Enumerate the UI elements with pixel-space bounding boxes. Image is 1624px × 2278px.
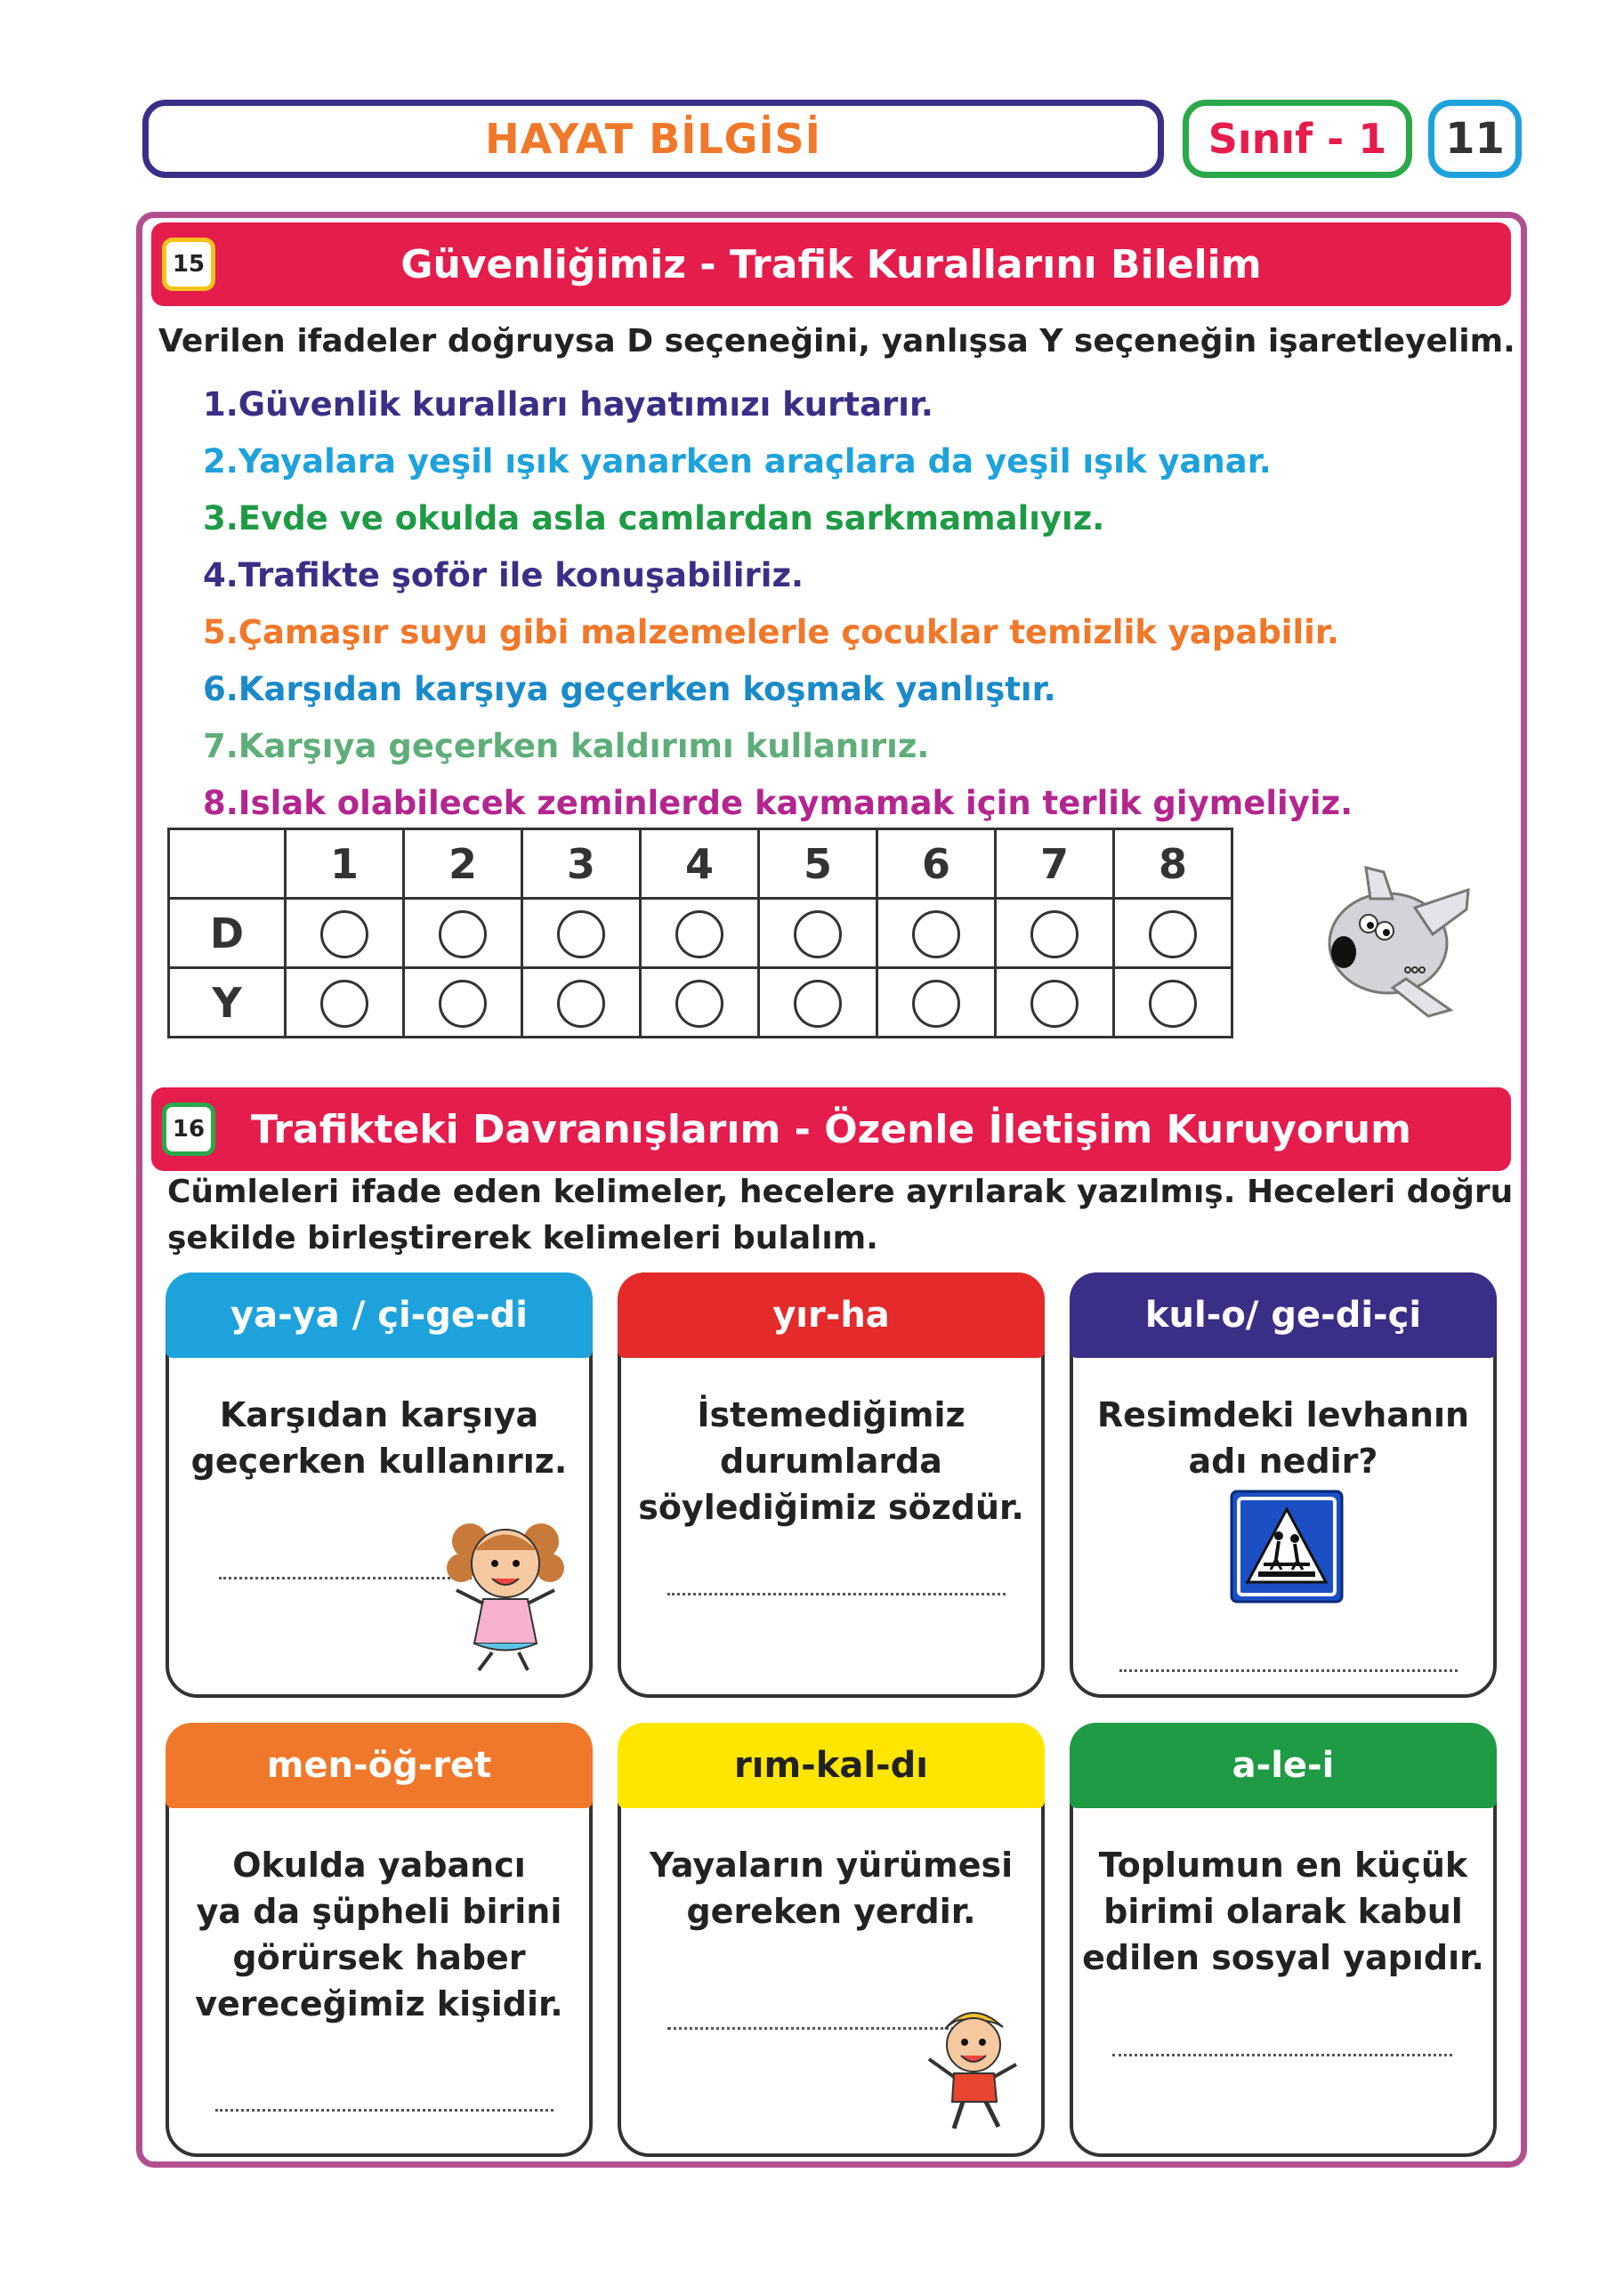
subject-title-box (142, 100, 1164, 178)
answer-circle[interactable] (675, 910, 723, 958)
answer-line[interactable] (215, 2109, 553, 2112)
column-header: 5 (759, 829, 877, 899)
answer-line[interactable] (1112, 2054, 1452, 2056)
card-syllables-tab (618, 1723, 1045, 1808)
card-clue-line: gereken yerdir. (686, 1892, 976, 1931)
grade-label: Sınıf - 1 (1208, 115, 1387, 163)
card-syllables: ya-ya / çi-ge-di (230, 1295, 528, 1336)
card-clue (1073, 1392, 1493, 1484)
section-15-title: Güvenliğimiz - Trafik Kurallarını Bilelim (400, 241, 1262, 287)
answer-circle[interactable] (794, 910, 842, 958)
answer-line[interactable] (219, 1577, 477, 1579)
airplane-mascot-icon (1317, 854, 1477, 1023)
subject-title: HAYAT BİLGİSİ (485, 115, 821, 163)
column-header: 6 (877, 829, 996, 899)
answer-circle[interactable] (912, 910, 960, 958)
table-corner-cell (169, 829, 286, 899)
pedestrian-crossing-sign-icon (1230, 1490, 1344, 1603)
word-card-1 (166, 1272, 593, 1698)
answer-circle[interactable] (912, 980, 960, 1028)
card-clue-line: ya da şüpheli birini (196, 1892, 562, 1931)
card-clue-line: Toplumun en küçük (1098, 1846, 1468, 1885)
card-syllables: kul-o/ ge-di-çi (1144, 1295, 1422, 1336)
answer-circle[interactable] (557, 980, 605, 1028)
answer-circle[interactable] (1149, 980, 1197, 1028)
statement-3: 3.Evde ve okulda asla camlardan sarkmamalıyız. (203, 499, 1105, 537)
section-16-instruction-line2: şekilde birleştirerek kelimeleri bulalım. (167, 1220, 878, 1256)
card-clue-line: görürsek haber (232, 1938, 526, 1977)
column-header: 8 (1114, 829, 1232, 899)
card-clue-line: Yayaların yürümesi (649, 1846, 1014, 1885)
word-card-3 (1070, 1272, 1497, 1698)
running-boy-cartoon-icon (918, 2002, 1025, 2136)
answer-circle[interactable] (439, 910, 487, 958)
statement-8: 8.Islak olabilecek zeminlerde kaymamak için terlik giymeliyiz. (203, 784, 1353, 822)
statement-7: 7.Karşıya geçerken kaldırımı kullanırız. (203, 727, 930, 765)
column-header: 7 (996, 829, 1114, 899)
answer-circle[interactable] (1149, 910, 1197, 958)
section-16-number: 16 (162, 1103, 215, 1156)
card-clue (169, 1392, 589, 1484)
answer-line[interactable] (667, 2027, 961, 2030)
card-syllables: men-öğ-ret (266, 1745, 492, 1786)
card-clue-line: birimi olarak kabul (1103, 1892, 1463, 1931)
card-clue (169, 1842, 589, 2027)
card-clue-line: söylediğimiz sözdür. (638, 1488, 1024, 1527)
card-syllables-tab (166, 1272, 593, 1358)
statement-4: 4.Trafikte şoför ile konuşabiliriz. (203, 556, 804, 594)
card-syllables: rım-kal-dı (734, 1745, 928, 1786)
column-header: 3 (522, 829, 641, 899)
card-clue-line: vereceğimiz kişidir. (195, 1984, 563, 2024)
page-number: 11 (1445, 114, 1505, 164)
word-card-4 (166, 1723, 593, 2157)
column-header: 2 (404, 829, 522, 899)
word-card-6 (1070, 1723, 1497, 2157)
card-syllables: a-le-i (1232, 1745, 1335, 1786)
card-clue (621, 1392, 1041, 1531)
girl-cartoon-icon (443, 1515, 568, 1675)
card-clue-line: edilen sosyal yapıdır. (1082, 1938, 1484, 1977)
answer-line[interactable] (667, 1593, 1006, 1595)
card-syllables-tab (1070, 1723, 1497, 1808)
statement-5: 5.Çamaşır suyu gibi malzemelerle çocuklar temizlik yapabilir. (203, 613, 1339, 651)
page-number-box (1428, 100, 1522, 178)
word-card-5 (618, 1723, 1045, 2157)
answer-circle[interactable] (1030, 980, 1079, 1028)
answer-circle[interactable] (794, 980, 842, 1028)
card-clue-line: Karşıdan karşıya (219, 1395, 539, 1434)
answer-circle[interactable] (320, 910, 368, 958)
statement-2: 2.Yayalara yeşil ışık yanarken araçlara da yeşil ışık yanar. (203, 442, 1272, 481)
card-clue-line: Resimdeki levhanın (1096, 1395, 1470, 1434)
section-15-instruction: Verilen ifadeler doğruysa D seçeneğini, yanlışsa Y seçeneğin işaretleyelim. (158, 323, 1515, 359)
card-clue-line: adı nedir? (1188, 1442, 1378, 1481)
answer-circle[interactable] (320, 980, 368, 1028)
card-syllables-tab (166, 1723, 593, 1808)
card-clue-line: geçerken kullanırız. (190, 1442, 568, 1481)
section-16-header (151, 1087, 1511, 1171)
statement-1: 1.Güvenlik kuralları hayatımızı kurtarır. (203, 385, 933, 424)
section-16-title: Trafikteki Davranışlarım - Özenle İletişim Kuruyorum (251, 1106, 1411, 1152)
answer-circle[interactable] (675, 980, 723, 1028)
section-15-header (151, 222, 1511, 306)
card-syllables-tab (618, 1272, 1045, 1358)
section-15-number: 15 (162, 238, 215, 291)
card-clue-line: durumlarda (720, 1442, 942, 1481)
card-syllables: yır-ha (772, 1295, 890, 1336)
row-label-y: Y (169, 968, 286, 1038)
card-clue (1073, 1842, 1493, 1981)
answer-table-header-row (169, 829, 1232, 899)
answer-line[interactable] (1119, 1669, 1458, 1672)
answer-circle[interactable] (439, 980, 487, 1028)
column-header: 4 (641, 829, 759, 899)
answer-table (167, 828, 1233, 1038)
row-label-d: D (169, 899, 286, 968)
answer-row-y (169, 968, 1232, 1038)
word-card-2 (618, 1272, 1045, 1698)
card-clue (621, 1842, 1041, 1935)
answer-circle[interactable] (1030, 910, 1079, 958)
card-clue-line: İstemediğimiz (697, 1395, 966, 1434)
card-syllables-tab (1070, 1272, 1497, 1358)
section-16-instruction-line1: Cümleleri ifade eden kelimeler, hecelere ayrılarak yazılmış. Heceleri doğru (167, 1174, 1514, 1210)
card-clue-line: Okulda yabancı (232, 1846, 526, 1885)
answer-circle[interactable] (557, 910, 605, 958)
grade-box (1183, 100, 1412, 178)
answer-row-d (169, 899, 1232, 968)
column-header: 1 (286, 829, 404, 899)
statement-6: 6.Karşıdan karşıya geçerken koşmak yanlıştır. (203, 670, 1056, 708)
